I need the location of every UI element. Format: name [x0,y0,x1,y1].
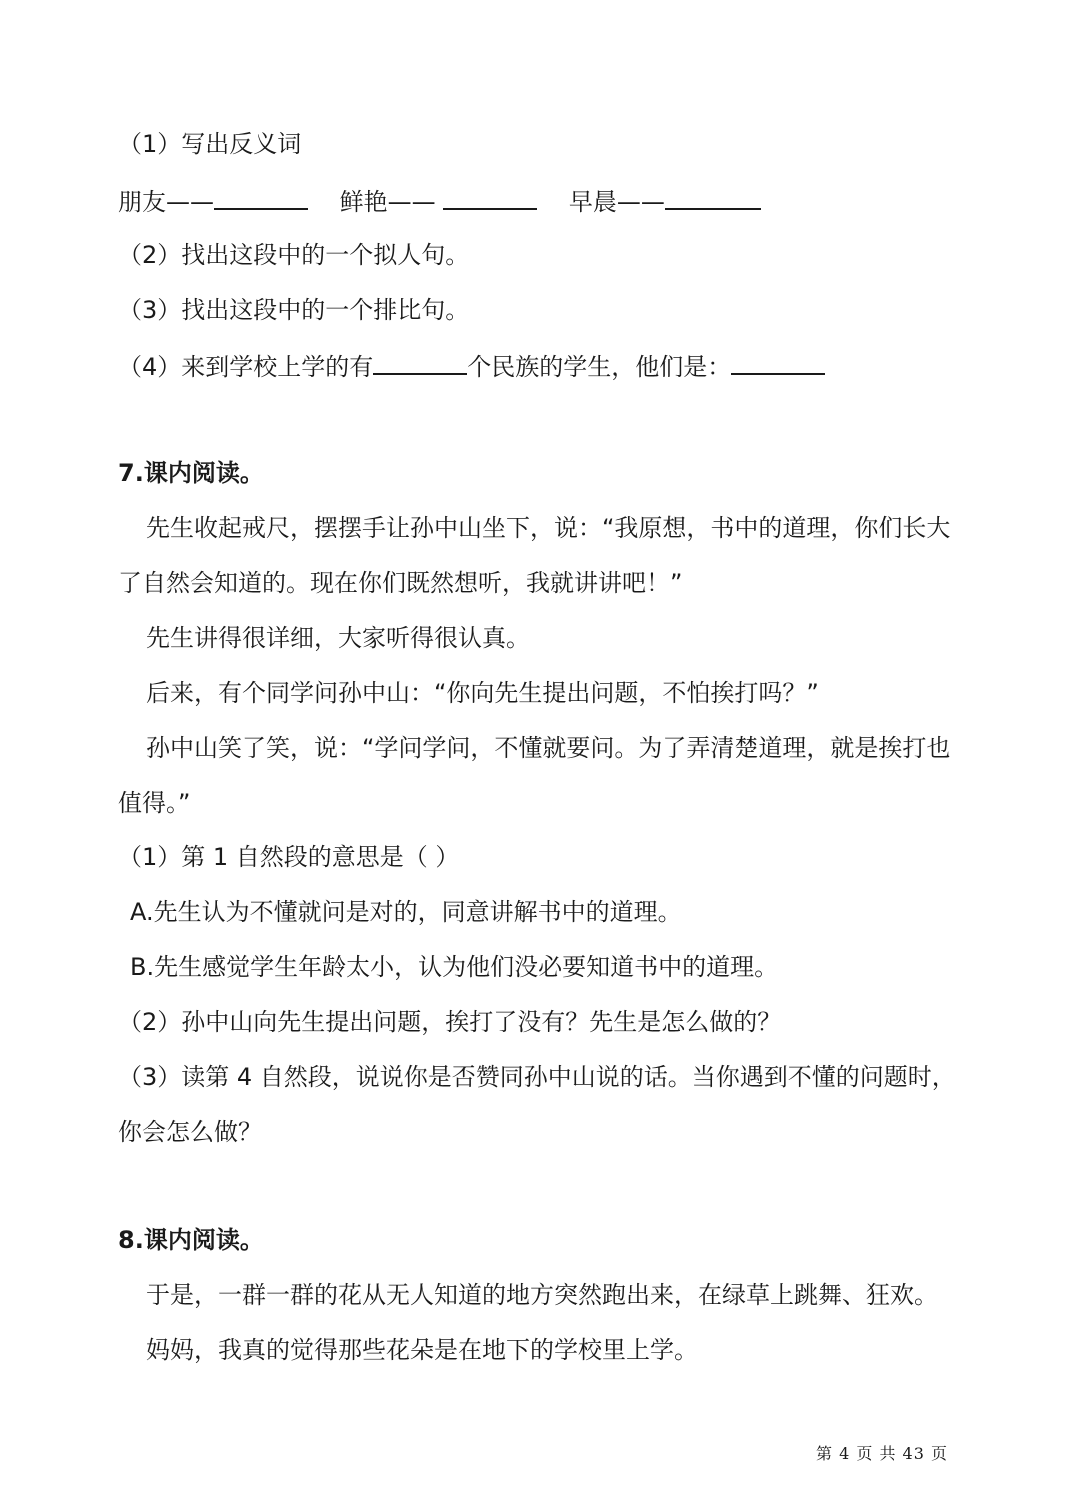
q6-sub3: （3）找出这段中的一个排比句。 [118,296,470,324]
q6-sub4-prefix: （4）来到学校上学的有 [118,353,374,381]
answer-blank[interactable] [214,184,308,210]
q7-title: 7.课内阅读。 [118,459,264,487]
q6-antonyms-row [118,184,761,218]
answer-blank[interactable] [373,349,467,375]
q7-option-b[interactable]: B.先生感觉学生年龄太小，认为他们没必要知道书中的道理。 [130,953,779,981]
q7-paragraph-3: 后来，有个同学问孙中山：“你向先生提出问题，不怕挨打吗？” [146,679,819,707]
q7-paragraph-1-line-2: 了自然会知道的。现在你们既然想听，我就讲讲吧！” [118,569,683,597]
q8-paragraph-2: 妈妈，我真的觉得那些花朵是在地下的学校里上学。 [146,1336,698,1364]
q7-option-a[interactable]: A.先生认为不懂就问是对的，同意讲解书中的道理。 [130,898,682,926]
answer-blank[interactable] [443,184,537,210]
q8-title: 8.课内阅读。 [118,1226,264,1254]
q6-sub2: （2）找出这段中的一个拟人句。 [118,241,470,269]
q7-paragraph-4-line-1: 孙中山笑了笑，说：“学问学问，不懂就要问。为了弄清楚道理，就是挨打也 [146,734,951,762]
q7-sub3-line-2: 你会怎么做？ [118,1118,262,1146]
antonym-word-2: 鲜艳—— [339,188,444,216]
page-number-footer: 第 4 页 共 43 页 [816,1444,948,1463]
q6-sub4 [118,349,825,383]
antonym-word-3: 早晨—— [568,188,665,216]
q7-sub1: （1）第 1 自然段的意思是（ ） [118,843,460,871]
answer-blank[interactable] [665,184,761,210]
q7-sub3-line-1: （3）读第 4 自然段，说说你是否赞同孙中山说的话。当你遇到不懂的问题时， [118,1063,956,1091]
q7-paragraph-1-line-1: 先生收起戒尺，摆摆手让孙中山坐下，说：“我原想，书中的道理，你们长大 [146,514,951,542]
q7-sub2: （2）孙中山向先生提出问题，挨打了没有？先生是怎么做的？ [118,1008,782,1036]
q8-paragraph-1: 于是，一群一群的花从无人知道的地方突然跑出来，在绿草上跳舞、狂欢。 [146,1281,938,1309]
answer-blank[interactable] [731,349,825,375]
q6-sub1-title: （1）写出反义词 [118,130,302,158]
q7-paragraph-2: 先生讲得很详细，大家听得很认真。 [146,624,530,652]
q6-sub4-middle: 个民族的学生，他们是： [467,353,732,381]
antonym-word-1: 朋友—— [118,188,214,216]
q7-paragraph-4-line-2: 值得。” [118,789,191,817]
